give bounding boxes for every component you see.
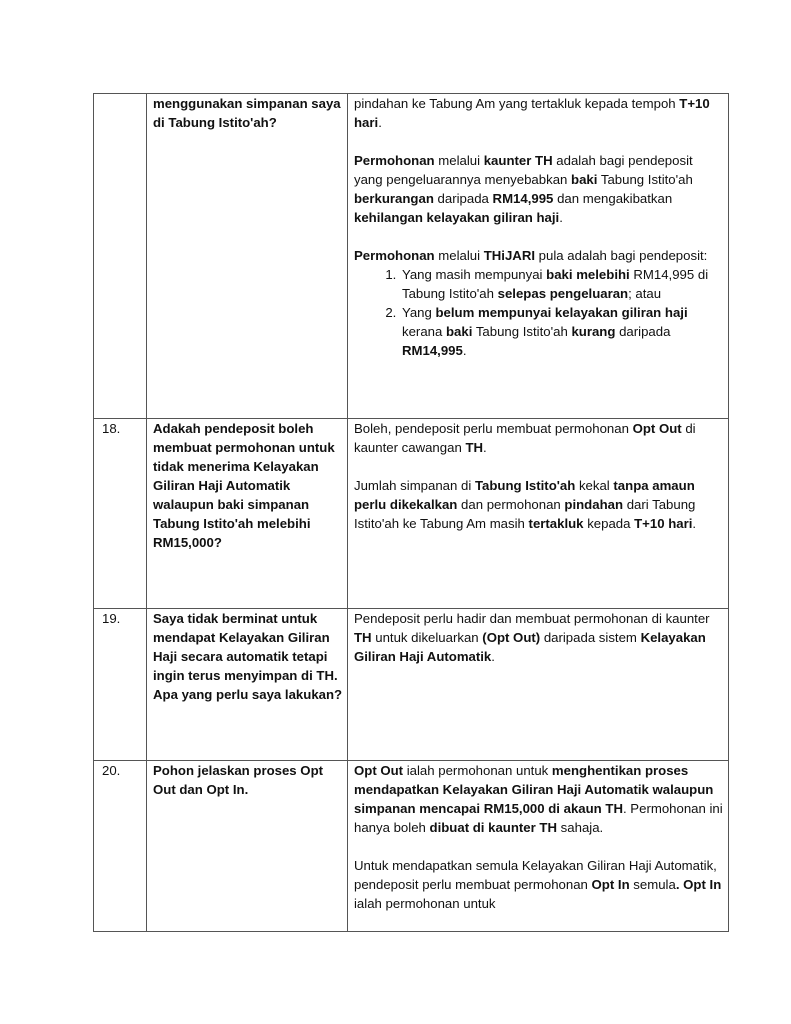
- question-cell: Adakah pendeposit boleh membuat permohonan untuk tidak menerima Kelayakan Giliran Haji Automatik walaupun baki simpanan Tabung Istito'ah melebihi RM15,000?: [147, 419, 348, 609]
- bold-text: kurang: [571, 324, 616, 339]
- list-item: 2. Yang belum mempunyai kelayakan giliran haji kerana baki Tabung Istito'ah kurang daripada RM14,995.: [400, 303, 724, 360]
- answer-paragraph: Boleh, pendeposit perlu membuat permohonan Opt Out di kaunter cawangan TH.: [354, 421, 696, 455]
- bold-text: TH: [465, 440, 484, 455]
- answer-paragraph: Jumlah simpanan di Tabung Istito'ah kekal tanpa amaun perlu dikekalkan dan permohonan pindahan dari Tabung Istito'ah ke Tabung Am masih tertakluk kepada T+10 hari.: [354, 478, 697, 531]
- table-row: [94, 94, 729, 419]
- bold-text: baki melebihi: [546, 267, 630, 282]
- bold-text: tertakluk: [528, 516, 584, 531]
- row-number: 18.: [94, 419, 147, 609]
- numbered-list: [354, 265, 724, 360]
- question-cell: Pohon jelaskan proses Opt Out dan Opt In.: [147, 761, 348, 932]
- answer-paragraph: Pendeposit perlu hadir dan membuat permohonan di kaunter TH untuk dikeluarkan (Opt Out) daripada sistem Kelayakan Giliran Haji Automatik.: [354, 611, 710, 664]
- answer-paragraph: pindahan ke Tabung Am yang tertakluk kepada tempoh T+10 hari.: [354, 96, 710, 130]
- bold-text: belum mempunyai kelayakan giliran haji: [435, 305, 688, 320]
- bold-text: .: [675, 877, 680, 892]
- bold-text: kaunter TH: [483, 153, 553, 168]
- answer-paragraph: Permohonan melalui THiJARI pula adalah bagi pendeposit:: [354, 248, 708, 263]
- bold-text: menghentikan proses mendapatkan Kelayakan Giliran Haji Automatik walaupun simpanan mencapai RM15,000 di akaun TH: [354, 763, 714, 816]
- answer-paragraph: Permohonan melalui kaunter TH adalah bagi pendeposit yang pengeluarannya menyebabkan baki Tabung Istito'ah berkurangan daripada RM14,995 dan mengakibatkan kehilangan kelayakan giliran haji.: [354, 153, 693, 225]
- table-row: [94, 609, 729, 761]
- bold-text: dibuat di kaunter TH: [429, 820, 558, 835]
- bold-text: Kelayakan Giliran Haji Automatik: [354, 630, 706, 664]
- bold-text: pindahan: [564, 497, 624, 512]
- bold-text: RM14,995: [402, 343, 463, 358]
- bold-text: baki: [446, 324, 473, 339]
- bold-text: tanpa amaun perlu dikekalkan: [354, 478, 695, 512]
- question-cell: Saya tidak berminat untuk mendapat Kelayakan Giliran Haji secara automatik tetapi ingin terus menyimpan di TH. Apa yang perlu saya lakukan?: [147, 609, 348, 761]
- faq-table: [93, 93, 729, 932]
- bold-text: Opt Out: [354, 763, 404, 778]
- row-number: 19.: [94, 609, 147, 761]
- answer-cell: [348, 761, 729, 932]
- answer-paragraph: Opt Out ialah permohonan untuk menghentikan proses mendapatkan Kelayakan Giliran Haji Automatik walaupun simpanan mencapai RM15,000 di akaun TH. Permohonan ini hanya boleh dibuat di kaunter TH sahaja.: [354, 763, 723, 835]
- answer-cell: [348, 609, 729, 761]
- bold-text: Opt In: [591, 877, 630, 892]
- bold-text: selepas pengeluaran: [497, 286, 629, 301]
- bold-text: Opt In: [683, 877, 722, 892]
- bold-text: T+10 hari: [634, 516, 693, 531]
- list-item: 1. Yang masih mempunyai baki melebihi RM14,995 di Tabung Istito'ah selepas pengeluaran; atau: [400, 265, 724, 303]
- answer-paragraph: Untuk mendapatkan semula Kelayakan Giliran Haji Automatik, pendeposit perlu membuat permohonan Opt In semula. Opt In ialah permohonan untuk: [354, 858, 722, 911]
- bold-text: Permohonan: [354, 248, 435, 263]
- answer-cell: [348, 94, 729, 419]
- row-number: [94, 94, 147, 419]
- answer-cell: [348, 419, 729, 609]
- bold-text: berkurangan: [354, 191, 434, 206]
- bold-text: Opt Out: [632, 421, 682, 436]
- bold-text: T+10 hari: [354, 96, 710, 130]
- bold-text: Tabung Istito'ah: [474, 478, 576, 493]
- bold-text: THiJARI: [483, 248, 536, 263]
- bold-text: RM14,995: [492, 191, 554, 206]
- row-number: 20.: [94, 761, 147, 932]
- table-row: [94, 419, 729, 609]
- bold-text: TH: [354, 630, 372, 645]
- bold-text: baki: [571, 172, 598, 187]
- bold-text: kehilangan kelayakan giliran haji: [354, 210, 560, 225]
- bold-text: Permohonan: [354, 153, 435, 168]
- question-cell: menggunakan simpanan saya di Tabung Istito'ah?: [147, 94, 348, 419]
- bold-text: (Opt Out): [482, 630, 541, 645]
- table-row: [94, 761, 729, 932]
